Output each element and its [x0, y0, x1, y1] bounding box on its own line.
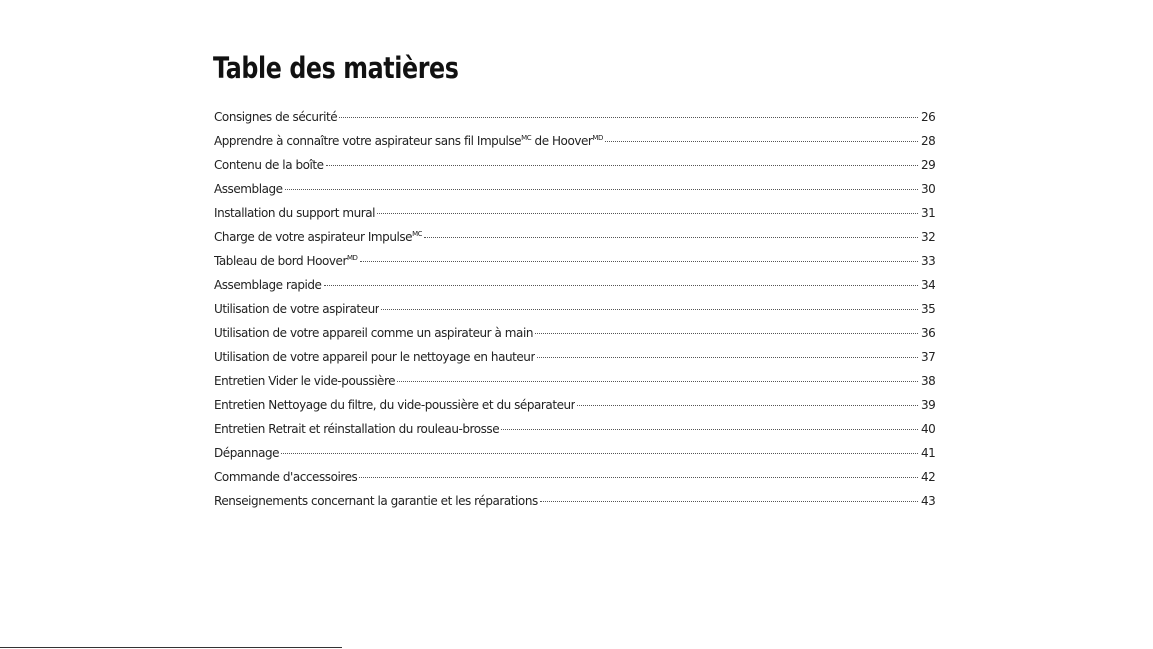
toc-entry-title: Assemblage rapide	[214, 278, 322, 292]
toc-entry-title: Tableau de bord Hoover$^{MD}$	[214, 254, 358, 268]
toc-page-number: 42	[921, 470, 935, 484]
toc-entry-dashboard[interactable]	[214, 249, 935, 273]
toc-page-number: 36	[921, 326, 935, 340]
dot-leader	[377, 212, 918, 214]
toc-entry-safety[interactable]	[214, 105, 935, 129]
toc-entry-troubleshooting[interactable]	[214, 441, 935, 465]
toc-entry-brushroll[interactable]	[214, 417, 935, 441]
dot-leader	[537, 356, 918, 358]
toc-entry-title: Installation du support mural	[214, 206, 376, 220]
toc-page-number: 32	[921, 230, 935, 244]
toc-page-number: 29	[921, 158, 935, 172]
toc-entry-quick-assembly[interactable]	[214, 273, 935, 297]
dot-leader	[326, 164, 918, 166]
page-title: Table des matières	[213, 51, 459, 85]
toc-entry-title: Dépannage	[214, 446, 280, 460]
toc-entry-title: Consignes de sécurité	[214, 110, 338, 124]
toc-page-number: 40	[921, 422, 935, 436]
toc-entry-title: Utilisation de votre appareil pour le nettoyage en hauteur	[214, 350, 535, 364]
toc-entry-warranty[interactable]	[214, 489, 935, 513]
dot-leader	[397, 380, 918, 382]
dot-leader	[540, 500, 918, 502]
toc-entry-wall-mount[interactable]	[214, 201, 935, 225]
toc-page-number: 26	[921, 110, 935, 124]
toc-page-number: 33	[921, 254, 935, 268]
toc-page-number: 28	[921, 134, 935, 148]
toc-entry-title: Apprendre à connaître votre aspirateur sans fil Impulse$^{MC}$ de Hoover$^{MD}$	[214, 134, 603, 148]
toc-entry-title: Entretien Nettoyage du filtre, du vide-poussière et du séparateur	[214, 398, 576, 412]
toc-entry-title: Assemblage	[214, 182, 283, 196]
toc-entry-box-contents[interactable]	[214, 153, 935, 177]
toc-entry-title: Commande d'accessoires	[214, 470, 358, 484]
toc-page-number: 31	[921, 206, 935, 220]
dot-leader	[577, 404, 918, 406]
dot-leader	[285, 188, 918, 190]
toc-entry-title: Renseignements concernant la garantie et les réparations	[214, 494, 538, 508]
dot-leader	[605, 140, 918, 142]
toc-entry-above-floor[interactable]	[214, 345, 935, 369]
table-of-contents	[214, 105, 935, 513]
toc-entry-title: Entretien Retrait et réinstallation du rouleau-brosse	[214, 422, 500, 436]
toc-page-number: 39	[921, 398, 935, 412]
toc-entry-empty-dust-cup[interactable]	[214, 369, 935, 393]
toc-entry-using-vacuum[interactable]	[214, 297, 935, 321]
dot-leader	[339, 116, 918, 118]
toc-entry-title: Charge de votre aspirateur Impulse$^{MC}$	[214, 230, 423, 244]
toc-page-number: 35	[921, 302, 935, 316]
toc-entry-title: Utilisation de votre aspirateur	[214, 302, 380, 316]
dot-leader	[381, 308, 918, 310]
toc-page-number: 38	[921, 374, 935, 388]
toc-page-number: 30	[921, 182, 935, 196]
toc-page-number: 34	[921, 278, 935, 292]
toc-entry-get-to-know[interactable]	[214, 129, 935, 153]
dot-leader	[281, 452, 918, 454]
dot-leader	[424, 236, 918, 238]
toc-entry-title: Contenu de la boîte	[214, 158, 324, 172]
toc-entry-charging[interactable]	[214, 225, 935, 249]
toc-entry-accessories[interactable]	[214, 465, 935, 489]
dot-leader	[501, 428, 918, 430]
toc-entry-assembly[interactable]	[214, 177, 935, 201]
toc-page-number: 41	[921, 446, 935, 460]
dot-leader	[360, 260, 919, 262]
toc-entry-handheld[interactable]	[214, 321, 935, 345]
dot-leader	[359, 476, 918, 478]
toc-page-number: 37	[921, 350, 935, 364]
dot-leader	[535, 332, 918, 334]
toc-entry-title: Utilisation de votre appareil comme un aspirateur à main	[214, 326, 533, 340]
footer-rule	[0, 647, 342, 648]
toc-entry-clean-filter[interactable]	[214, 393, 935, 417]
dot-leader	[324, 284, 919, 286]
toc-entry-title: Entretien Vider le vide-poussière	[214, 374, 396, 388]
toc-page-number: 43	[921, 494, 935, 508]
